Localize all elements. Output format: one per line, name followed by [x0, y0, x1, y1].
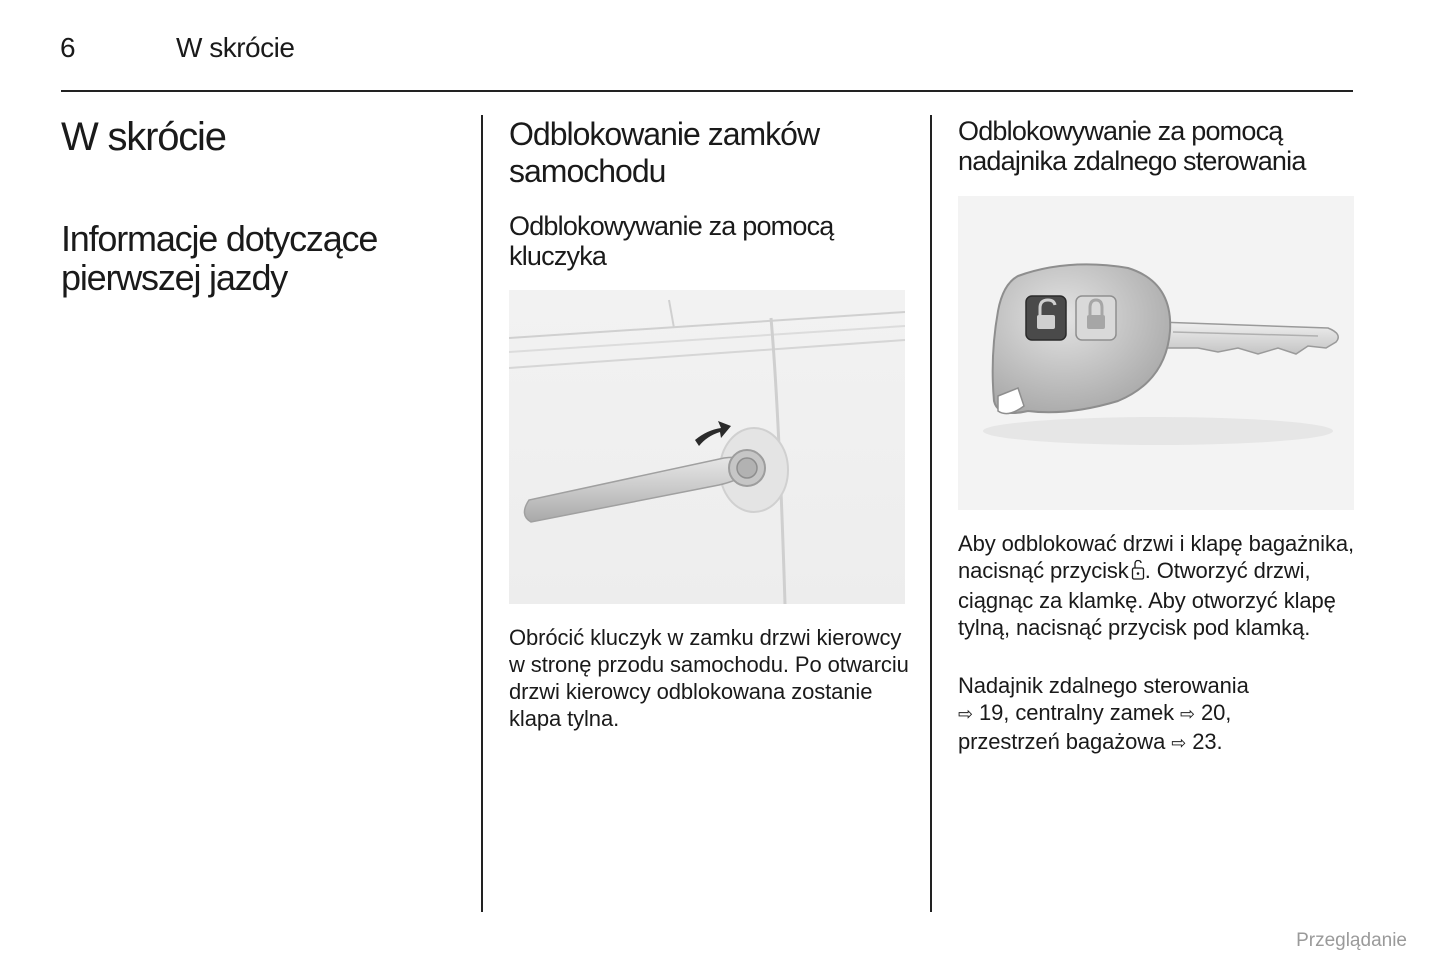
- key-unlock-paragraph: Obrócić kluczyk w zamku drzwi kierowcy w stronę przodu samochodu. Po otwarciu drzwi kierowcy odblokowana zostanie klapa tylna.: [509, 625, 909, 731]
- remote-unlock-paragraph: [958, 530, 1358, 641]
- column-divider-right: [930, 115, 932, 912]
- reference-central-lock-label: centralny zamek: [1015, 700, 1174, 725]
- watermark: Przeglądanie: [1296, 930, 1407, 951]
- reference-load-compartment-label: przestrzeń bagażowa: [958, 729, 1166, 754]
- page-number: 6: [60, 32, 76, 63]
- unlocking-heading: Odblokowanie zamków samochodu: [509, 116, 820, 189]
- header-rule: [61, 90, 1353, 92]
- remote-key-illustration: [958, 196, 1354, 510]
- remote-unlock-heading: Odblokowywanie za pomocą nadajnika zdalnego sterowania: [958, 116, 1306, 176]
- reference-link-remote-page[interactable]: 19,: [979, 700, 1010, 725]
- key-unlock-heading: Odblokowywanie za pomocą kluczyka: [509, 211, 834, 271]
- remote-unlock-text-start: Aby odblokować drzwi i klapę bagażnika, nacisnąć przycisk: [958, 531, 1354, 583]
- reference-paragraph: [958, 672, 1358, 757]
- running-title: W skrócie: [176, 32, 295, 63]
- remote-unlock-text-end: . Otworzyć drzwi, ciągnąc za klamkę. Aby otworzyć klapę tylną, nacisnąć przycisk pod klamką.: [958, 558, 1336, 640]
- door-handle-illustration: [509, 290, 905, 604]
- section-title: Informacje dotyczące pierwszej jazdy: [61, 218, 378, 298]
- unlock-icon: [1131, 559, 1145, 587]
- reference-arrow-icon: ⇨: [958, 704, 973, 724]
- reference-link-central-lock-page[interactable]: 20,: [1201, 700, 1232, 725]
- chapter-title: W skrócie: [61, 115, 226, 159]
- reference-arrow-icon: ⇨: [1171, 733, 1187, 753]
- reference-link-load-compartment-page[interactable]: 23.: [1192, 729, 1223, 754]
- column-divider-left: [481, 115, 483, 912]
- reference-arrow-icon: ⇨: [1180, 704, 1195, 724]
- reference-intro: Nadajnik zdalnego sterowania: [958, 673, 1249, 698]
